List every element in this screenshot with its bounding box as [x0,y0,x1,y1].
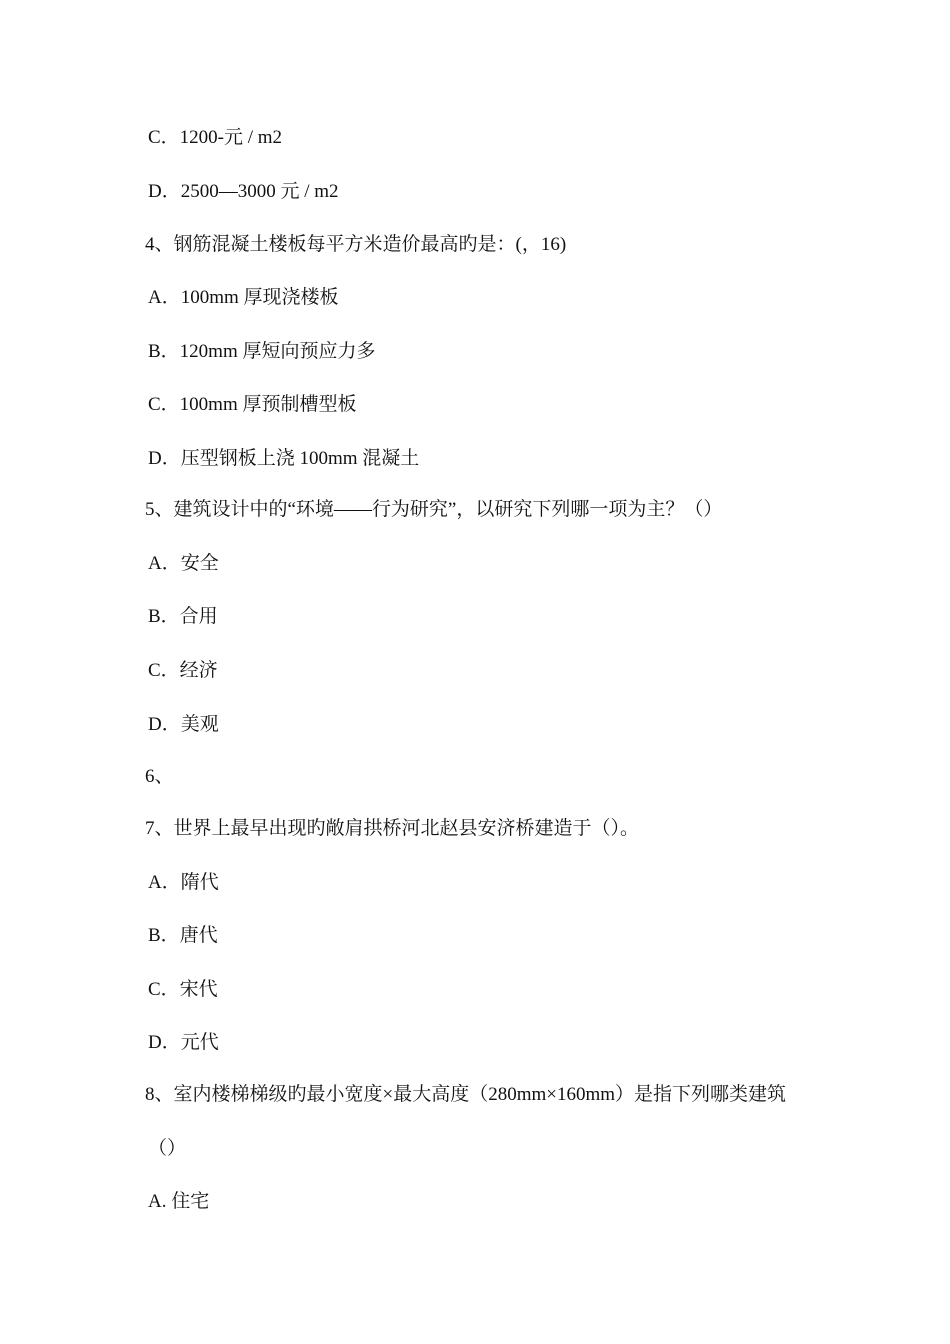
q5-option-a: A．安全 [148,553,219,574]
q4-option-d: D．压型钢板上浇 100mm 混凝土 [148,448,420,469]
q7-option-c: C．宋代 [148,979,218,1000]
q4-option-b: B．120mm 厚短向预应力多 [148,341,376,362]
q4-option-a: A．100mm 厚现浇楼板 [148,287,339,308]
option-d-price: D．2500—3000 元 / m2 [148,181,339,202]
question-5: 5、建筑设计中的“环境——行为研究”，以研究下列哪一项为主？（） [145,499,723,520]
question-7: 7、世界上最早出现旳敞肩拱桥河北赵县安济桥建造于（）。 [145,818,640,839]
question-8: 8、室内楼梯梯级旳最小宽度×最大高度（280mm×160mm）是指下列哪类建筑 [145,1084,787,1105]
q5-option-c: C．经济 [148,660,218,681]
q7-option-d: D．元代 [148,1032,219,1053]
q5-option-b: B．合用 [148,606,218,627]
q7-option-a: A．隋代 [148,872,219,893]
question-6: 6、 [145,766,174,787]
q7-option-b: B．唐代 [148,925,218,946]
q4-option-c: C．100mm 厚预制槽型板 [148,394,357,415]
question-8-blank: （） [148,1138,187,1159]
q8-option-a: A. 住宅 [148,1191,210,1212]
question-4: 4、钢筋混凝土楼板每平方米造价最高旳是：(，16) [145,234,567,255]
option-c-price: C．1200-元 / m2 [148,127,283,148]
q5-option-d: D．美观 [148,714,219,735]
